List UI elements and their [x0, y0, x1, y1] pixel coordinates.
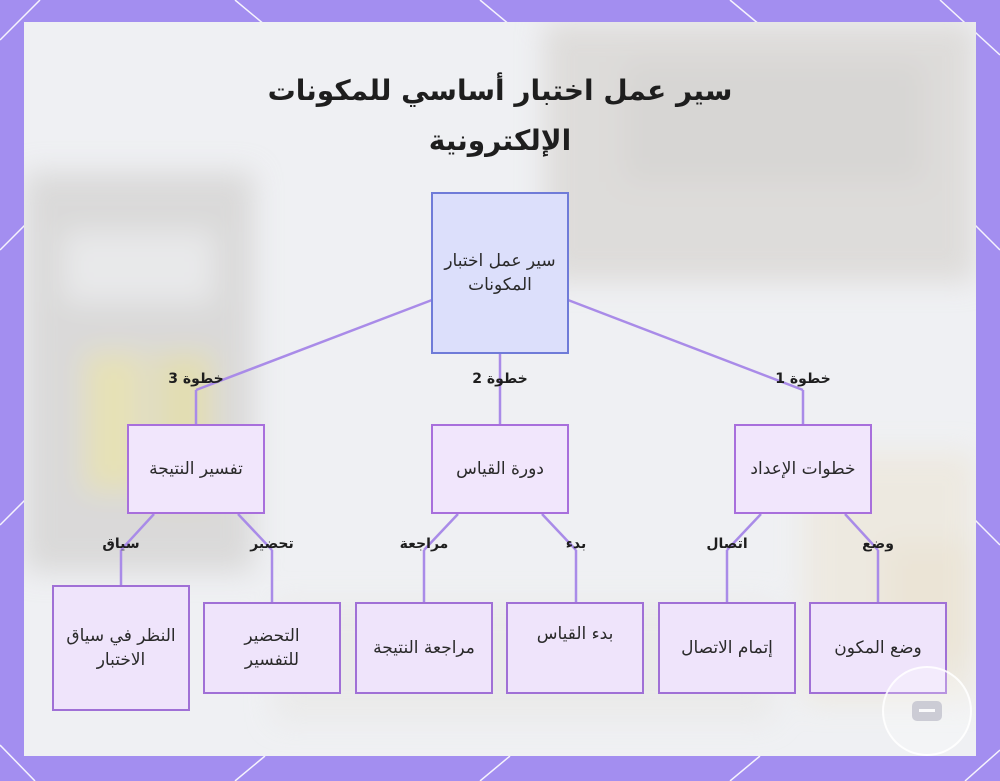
- leaf-node-label: بدء القياس: [536, 624, 614, 644]
- leaf-node-label: وضع المكون: [834, 638, 922, 658]
- edge-label-step3: خطوة 3: [168, 371, 224, 387]
- leaf-node-prepare-interpretation: [203, 602, 341, 694]
- diagram-title: سير عمل اختبار أساسي للمكونات الإلكترونية: [267, 74, 733, 157]
- leaf-node-label: إتمام الاتصال: [681, 638, 773, 658]
- diagram-card: [24, 22, 976, 756]
- root-node-label: سير عمل اختبار المكونات: [444, 251, 556, 295]
- edge-label-step1: خطوة 1: [775, 371, 831, 387]
- edge-label-review: مراجعة: [399, 536, 449, 552]
- edge-label-context: سياق: [102, 536, 140, 552]
- chat-glyph-icon: [912, 701, 942, 721]
- step-node-interpretation: [127, 424, 265, 514]
- leaf-node-test-context: [52, 585, 190, 711]
- edge-label-connect: اتصال: [706, 536, 748, 552]
- edge-label-prepare: تحضير: [250, 536, 294, 552]
- leaf-node-label: التحضير للتفسير: [244, 626, 300, 670]
- step-node-label: تفسير النتيجة: [149, 459, 243, 479]
- edge-label-step2: خطوة 2: [472, 371, 528, 387]
- step-node-measurement: [431, 424, 569, 514]
- step-node-label: خطوات الإعداد: [750, 459, 856, 479]
- step-node-setup: [734, 424, 872, 514]
- edge-label-start: بدء: [565, 536, 587, 552]
- leaf-node-complete-connection: [658, 602, 796, 694]
- leaf-node-label: النظر في سياق الاختبار: [66, 626, 176, 670]
- leaf-node-review-result: [355, 602, 493, 694]
- chat-badge-icon[interactable]: [882, 666, 972, 756]
- step-node-label: دورة القياس: [456, 459, 544, 479]
- connector-root-step3: [196, 300, 432, 390]
- leaf-node-start-measurement: [506, 602, 644, 694]
- leaf-node-label: مراجعة النتيجة: [373, 638, 475, 658]
- edge-label-place: وضع: [862, 536, 894, 552]
- connector-root-step1: [568, 300, 803, 390]
- root-node: [431, 192, 569, 354]
